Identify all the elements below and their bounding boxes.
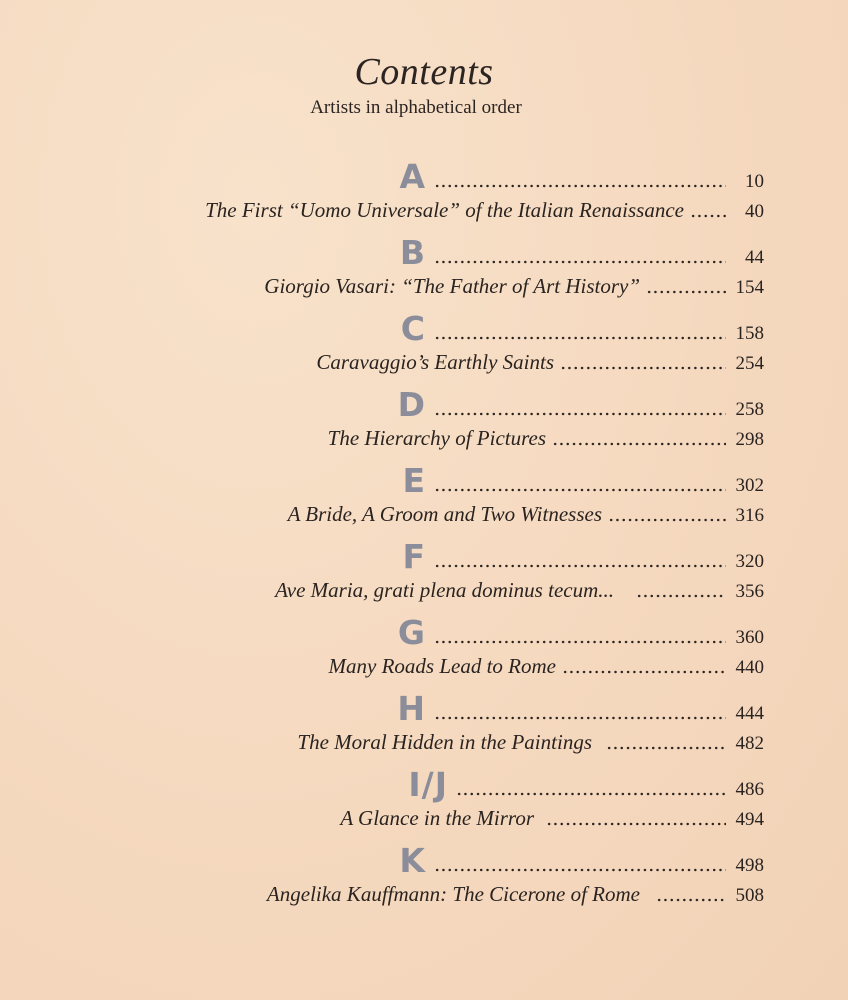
letter-entry[interactable]	[140, 461, 764, 500]
essay-entry[interactable]	[140, 498, 764, 526]
essay-title: The Hierarchy of Pictures	[327, 426, 546, 450]
toc-section-ij	[140, 765, 764, 838]
letter-entry[interactable]	[140, 157, 764, 196]
page-title: Contents	[354, 51, 494, 93]
essay-page-number: 40	[745, 201, 764, 222]
essay-title: A Glance in the Mirror	[340, 806, 534, 830]
essay-page-number: 508	[735, 885, 764, 906]
letter-entry[interactable]	[140, 233, 764, 272]
essay-title: Many Roads Lead to Rome	[328, 654, 556, 678]
essay-title: A Bride, A Groom and Two Witnesses	[287, 502, 602, 526]
letter-page-number: 44	[745, 247, 764, 268]
essay-entry[interactable]	[140, 574, 764, 602]
essay-title: Giorgio Vasari: “The Father of Art History”	[264, 274, 640, 298]
dot-leader	[562, 660, 726, 674]
section-letter: H	[397, 689, 426, 728]
essay-title: The Moral Hidden in the Paintings	[297, 730, 592, 754]
essay-entry[interactable]	[140, 270, 764, 298]
essay-entry[interactable]	[140, 346, 764, 374]
essay-title: Angelika Kauffmann: The Cicerone of Rome	[266, 882, 640, 906]
dot-leader	[434, 250, 726, 264]
section-letter: I/J	[408, 765, 448, 804]
dot-leader	[560, 356, 726, 370]
essay-entry[interactable]	[140, 422, 764, 450]
letter-entry[interactable]	[140, 385, 764, 424]
letter-entry[interactable]	[140, 689, 764, 728]
essay-entry[interactable]	[140, 802, 764, 830]
letter-page-number: 360	[735, 627, 764, 648]
essay-page-number: 482	[735, 733, 764, 754]
section-letter: E	[402, 461, 426, 500]
section-letter: A	[399, 157, 426, 196]
letter-entry[interactable]	[140, 309, 764, 348]
letter-page-number: 258	[735, 399, 764, 420]
letter-page-number: 10	[745, 171, 764, 192]
toc-section-e	[140, 461, 764, 534]
letter-entry[interactable]	[140, 613, 764, 652]
section-letter: K	[399, 841, 426, 880]
essay-page-number: 356	[735, 581, 764, 602]
letter-entry[interactable]	[140, 765, 764, 804]
toc-section-b	[140, 233, 764, 306]
dot-leader	[434, 706, 726, 720]
toc-section-g	[140, 613, 764, 686]
dot-leader	[546, 812, 726, 826]
toc-section-d	[140, 385, 764, 458]
essay-page-number: 440	[735, 657, 764, 678]
toc-section-k	[140, 841, 764, 914]
essay-entry[interactable]	[140, 878, 764, 906]
dot-leader	[552, 432, 726, 446]
essay-page-number: 316	[735, 505, 764, 526]
dot-leader	[434, 858, 726, 872]
dot-leader	[434, 326, 726, 340]
dot-leader	[606, 736, 726, 750]
letter-page-number: 302	[735, 475, 764, 496]
section-letter: B	[399, 233, 426, 272]
essay-page-number: 254	[735, 353, 764, 374]
essay-title: Ave Maria, grati plena dominus tecum...	[275, 578, 614, 602]
toc-section-a	[140, 157, 764, 230]
essay-entry[interactable]	[140, 650, 764, 678]
dot-leader	[456, 782, 726, 796]
dot-leader	[636, 584, 726, 598]
toc-section-h	[140, 689, 764, 762]
essay-entry[interactable]	[140, 194, 764, 222]
letter-entry[interactable]	[140, 841, 764, 880]
dot-leader	[646, 280, 726, 294]
dot-leader	[434, 478, 726, 492]
letter-entry[interactable]	[140, 537, 764, 576]
dot-leader	[690, 204, 726, 218]
essay-title: The First “Uomo Universale” of the Italian Renaissance	[205, 198, 684, 222]
essay-page-number: 154	[735, 277, 764, 298]
page-subtitle: Artists in alphabetical order	[310, 97, 522, 118]
essay-entry[interactable]	[140, 726, 764, 754]
essay-page-number: 298	[735, 429, 764, 450]
toc-section-c	[140, 309, 764, 382]
essay-title: Caravaggio’s Earthly Saints	[316, 350, 554, 374]
dot-leader	[434, 554, 726, 568]
letter-page-number: 498	[735, 855, 764, 876]
dot-leader	[434, 630, 726, 644]
section-letter: F	[402, 537, 426, 576]
letter-page-number: 444	[735, 703, 764, 724]
section-letter: C	[400, 309, 426, 348]
letter-page-number: 158	[735, 323, 764, 344]
essay-page-number: 494	[735, 809, 764, 830]
dot-leader	[434, 402, 726, 416]
dot-leader	[656, 888, 726, 902]
dot-leader	[434, 174, 726, 188]
section-letter: G	[397, 613, 426, 652]
section-letter: D	[397, 385, 426, 424]
letter-page-number: 486	[735, 779, 764, 800]
dot-leader	[608, 508, 726, 522]
toc-section-f	[140, 537, 764, 610]
letter-page-number: 320	[735, 551, 764, 572]
